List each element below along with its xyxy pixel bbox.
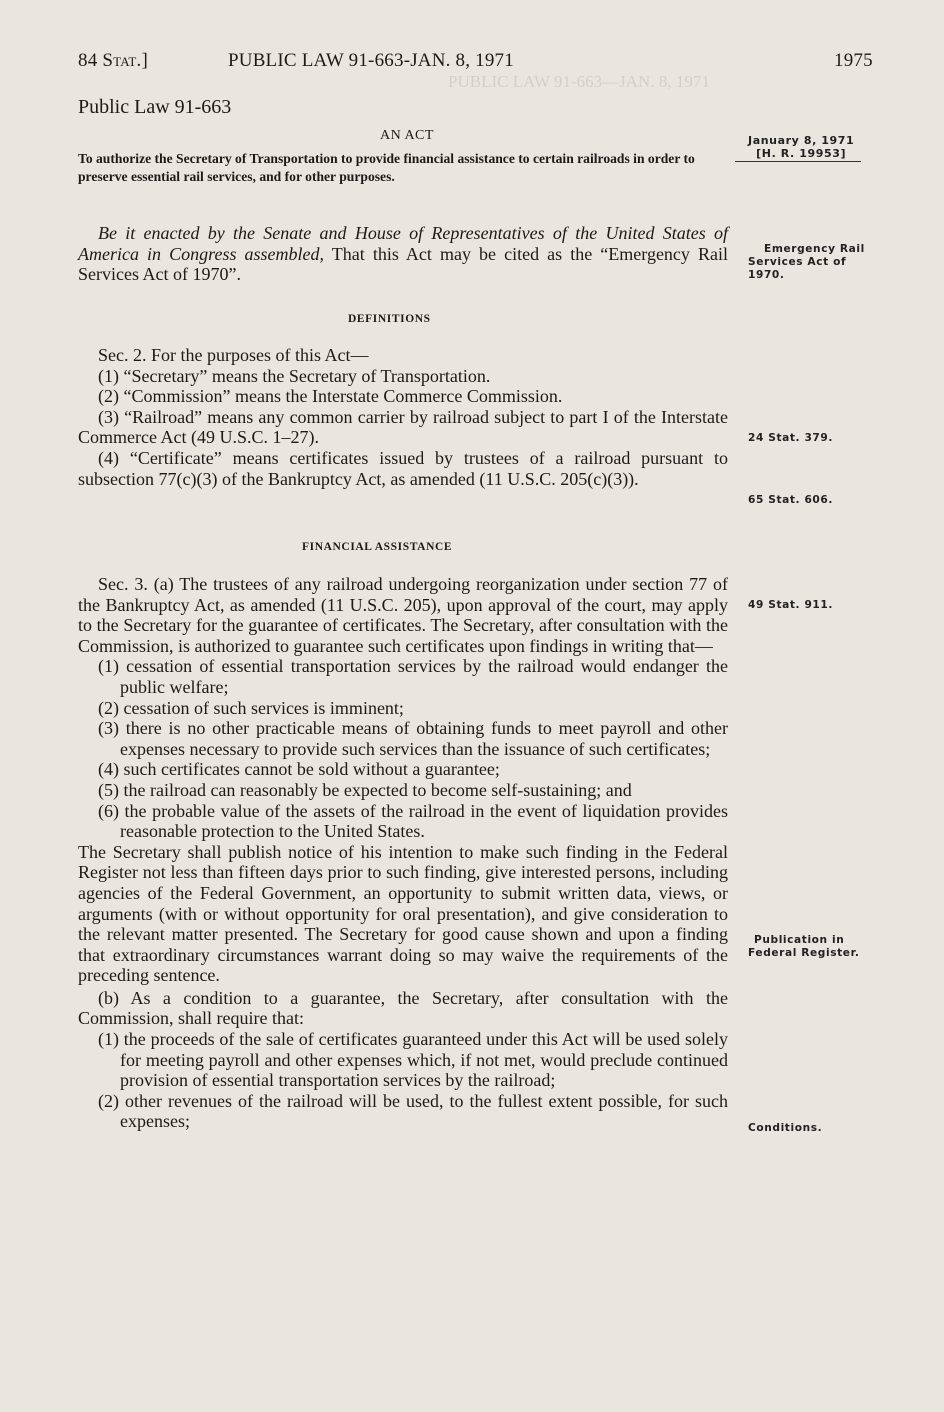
margin-short-title	[748, 243, 865, 282]
margin-short-title-line-1: Emergency Rail	[764, 243, 865, 255]
margin-short-title-line-3: 1970.	[748, 269, 785, 281]
margin-conditions: Conditions.	[748, 1122, 823, 1134]
sec2-item-1: (1) “Secretary” means the Secretary of Transportation.	[98, 365, 491, 386]
margin-publication-line-2: Federal Register.	[748, 947, 860, 959]
sec3-a-item-3: (3) there is no other practicable means of obtaining funds to meet payroll and other expenses necessary to provide such services than the issuance of such certificates;	[98, 718, 728, 759]
enacting-clause	[78, 223, 728, 285]
margin-bill-number: [H. R. 19953]	[756, 147, 847, 160]
sec3-a-intro: Sec. 3. (a) The trustees of any railroad undergoing reorganization under section 77 of the Bankruptcy Act, as amended (11 U.S.C. 205), upon approval of the court, may apply to the Secretary for the guarantee of certificates. The Secretary, after consultation with the Commission, is authorized to guarantee such certificates upon findings in writing that—	[78, 574, 728, 656]
sec2-intro: Sec. 2. For the purposes of this Act—	[98, 345, 369, 365]
margin-stat-606: 65 Stat. 606.	[748, 494, 833, 506]
sec2-item-2: (2) “Commission” means the Interstate Commerce Commission.	[98, 386, 563, 407]
sec3-a-item-4: (4) such certificates cannot be sold without a guarantee;	[98, 759, 500, 780]
margin-publication	[748, 934, 860, 960]
law-title: Public Law 91-663	[78, 96, 232, 118]
section-3	[78, 574, 728, 1132]
margin-stat-911: 49 Stat. 911.	[748, 599, 833, 611]
sec3-a-item-5: (5) the railroad can reasonably be expected to become self-sustaining; and	[98, 779, 632, 800]
header-title: PUBLIC LAW 91-663-JAN. 8, 1971	[228, 50, 514, 71]
heading-financial-assistance: FINANCIAL ASSISTANCE	[302, 541, 453, 553]
enacting-clause-italic: Be it enacted by the Senate and House of Representatives of the United States of America in Congress assembled,	[78, 223, 728, 264]
sec3-b-intro: (b) As a condition to a guarantee, the Secretary, after consultation with the Commission, shall require that:	[78, 987, 728, 1029]
margin-publication-line-1: Publication in	[754, 934, 845, 946]
section-2	[78, 345, 728, 489]
sec3-b-item-1: (1) the proceeds of the sale of certificates guaranteed under this Act will be used solely for meeting payroll and other expenses which, if not met, would preclude continued provision of essential transportation services by the railroad;	[98, 1029, 728, 1091]
bleed-through-text: PUBLIC LAW 91-663—JAN. 8, 1971	[448, 72, 710, 91]
header-bracket: ]	[141, 50, 148, 71]
margin-date: January 8, 1971	[748, 134, 855, 147]
sec3-a-tail: The Secretary shall publish notice of his intention to make such finding in the Federal Register not less than fifteen days prior to such finding, give interested persons, including agencies of the Federal Government, an opportunity to submit written data, views, or arguments (with or without opportunity for oral presentation), and give consideration to the relevant matter presented. The Secretary for good cause shown and upon a finding that extraordinary circumstances warrant doing so may waive the requirements of the preceding sentence.	[78, 841, 728, 986]
sec3-a-item-2: (2) cessation of such services is imminent;	[98, 697, 404, 718]
sec2-item-3: (3) “Railroad” means any common carrier by railroad subject to part I of the Interstate Commerce Act (49 U.S.C. 1–27).	[78, 406, 728, 448]
margin-date-block	[748, 134, 854, 160]
header-citation	[78, 50, 148, 72]
act-purpose: To authorize the Secretary of Transportation to provide financial assistance to certain railroads in order to preserve essential rail services, and for other purposes.	[78, 151, 695, 184]
act-label: AN ACT	[380, 128, 434, 143]
margin-rule	[735, 161, 861, 162]
header-volume: 84	[78, 50, 98, 71]
sec3-a-item-6: (6) the probable value of the assets of the railroad in the event of liquidation provides reasonable protection to the United States.	[98, 800, 728, 842]
heading-definitions: DEFINITIONS	[348, 313, 431, 325]
sec2-item-4: (4) “Certificate” means certificates issued by trustees of a railroad pursuant to subsection 77(c)(3) of the Bankruptcy Act, as amended (11 U.S.C. 205(c)(3)).	[78, 447, 728, 489]
margin-stat-379: 24 Stat. 379.	[748, 432, 833, 444]
enacting-clause-rest: That this Act may be cited as the “Emergency Rail Services Act of 1970”.	[78, 243, 728, 285]
header-page-number: 1975	[834, 50, 873, 71]
margin-short-title-line-2: Services Act of	[748, 256, 847, 268]
header-stat: Stat.	[102, 50, 142, 71]
sec3-b-item-2: (2) other revenues of the railroad will be used, to the fullest extent possible, for such expenses;	[98, 1090, 728, 1132]
sec3-a-item-1: (1) cessation of essential transportation services by the railroad would endanger the public welfare;	[98, 656, 728, 697]
